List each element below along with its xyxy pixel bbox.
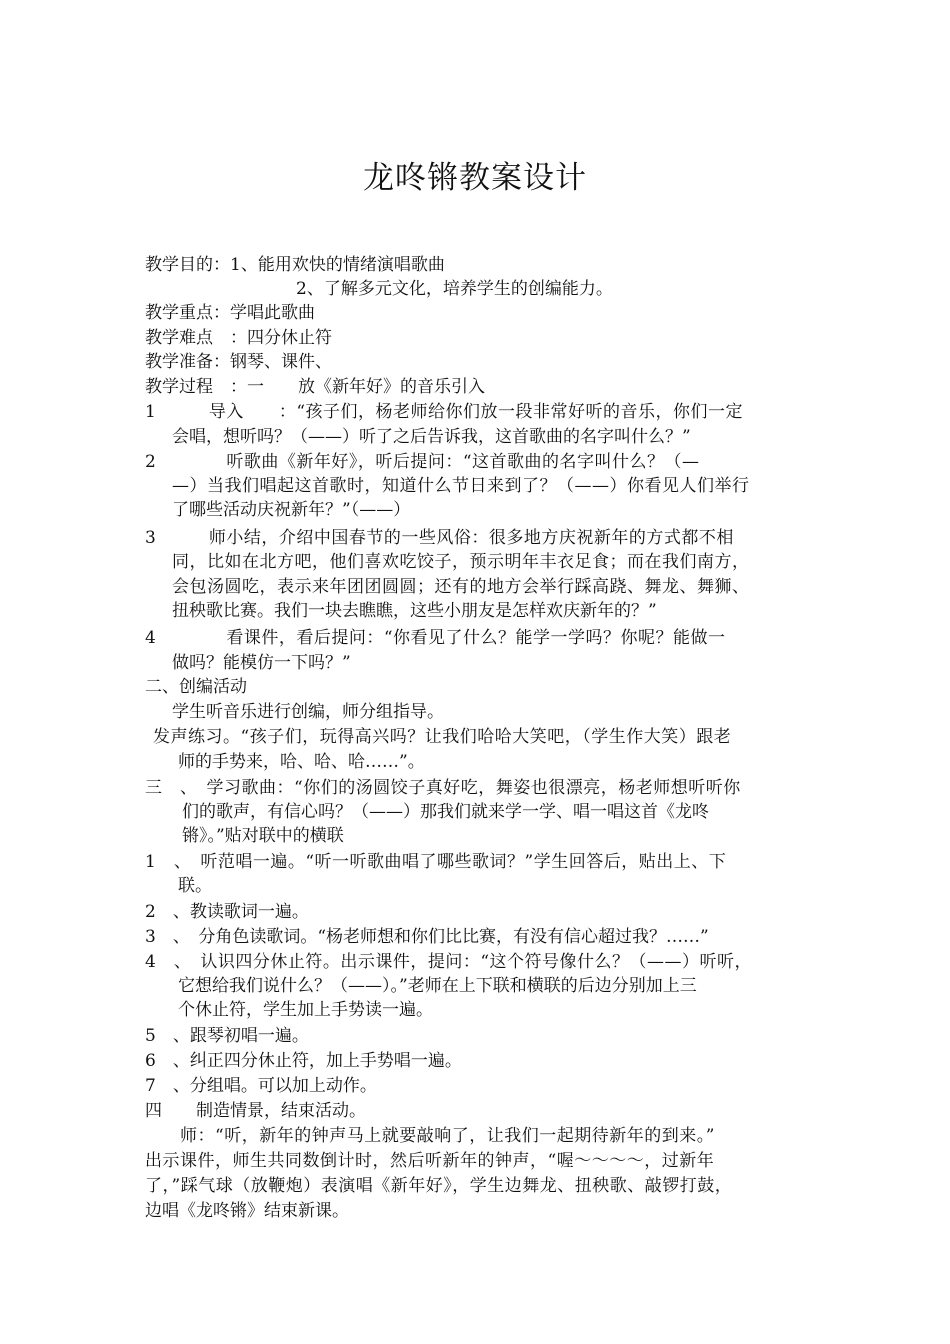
text-line: 4 、 认识四分休止符。出示课件，提问：“这个符号像什么？（——）听听， — [145, 952, 753, 972]
text-line: 了，”踩气球（放鞭炮）表演唱《新年好》，学生边舞龙、扭秧歌、敲锣打鼓， — [145, 1176, 733, 1196]
text-line: 师：“听，新年的钟声马上就要敲响了，让我们一起期待新年的到来。” — [145, 1126, 715, 1146]
text-line: 做吗？能模仿一下吗？” — [172, 653, 351, 673]
text-line: 5 、跟琴初唱一遍。 — [145, 1026, 309, 1046]
text-line: 边唱《龙咚锵》结束新课。 — [145, 1201, 349, 1221]
text-line: 1 、 听范唱一遍。“听一听歌曲唱了哪些歌词？”学生回答后，贴出上、下 — [145, 852, 727, 872]
text-line: 三 、 学习歌曲：“你们的汤圆饺子真好吃，舞姿也很漂亮，杨老师想听听你 — [145, 778, 741, 798]
text-line: 教学重点：学唱此歌曲 — [145, 303, 315, 323]
text-line: 3 师小结，介绍中国春节的一些风俗：很多地方庆祝新年的方式都不相 — [145, 528, 734, 548]
text-line: —）当我们唱起这首歌时，知道什么节日来到了？（——）你看见人们举行 — [172, 476, 750, 496]
text-line: 3 、 分角色读歌词。“杨老师想和你们比比赛，有没有信心超过我？……” — [145, 927, 709, 947]
text-line: 2 听歌曲《新年好》，听后提问：“这首歌曲的名字叫什么？（— — [145, 452, 700, 472]
text-line: 教学难点 ：四分休止符 — [145, 328, 332, 348]
text-line: 二、创编活动 — [145, 677, 247, 697]
text-line: 学生听音乐进行创编，师分组指导。 — [172, 702, 444, 722]
text-line: 2、了解多元文化，培养学生的创编能力。 — [296, 279, 613, 299]
text-line: 它想给我们说什么？（——）。”老师在上下联和横联的后边分别加上三 — [178, 976, 697, 996]
text-line: 教学过程 ：一 放《新年好》的音乐引入 — [145, 377, 485, 397]
text-line: 教学目的：1、能用欢快的情绪演唱歌曲 — [145, 255, 445, 275]
text-line: 联。 — [178, 876, 212, 896]
text-line: 4 看课件，看后提问：“你看见了什么？能学一学吗？你呢？能做一 — [145, 628, 726, 648]
text-line: 发声练习。“孩子们，玩得高兴吗？让我们哈哈大笑吧，（学生作大笑）跟老 — [153, 727, 732, 747]
text-line: 们的歌声，有信心吗？（——）那我们就来学一学、唱一唱这首《龙咚 — [182, 802, 709, 822]
text-line: 个休止符，学生加上手势读一遍。 — [178, 1000, 433, 1020]
text-line: 扭秧歌比赛。我们一块去瞧瞧，这些小朋友是怎样欢庆新年的？” — [172, 601, 657, 621]
text-line: 1 导入 ：“孩子们，杨老师给你们放一段非常好听的音乐，你们一定 — [145, 402, 744, 422]
page-title: 龙咚锵教案设计 — [363, 160, 587, 196]
text-line: 会包汤圆吃，表示来年团团圆圆；还有的地方会举行踩高跷、舞龙、舞狮、 — [172, 577, 750, 597]
text-line: 教学准备：钢琴、课件、 — [145, 352, 332, 372]
text-line: 了哪些活动庆祝新年？”（——） — [172, 500, 411, 520]
text-line: 锵》。”贴对联中的横联 — [182, 826, 344, 846]
text-line: 师的手势来，哈、哈、哈……”。 — [178, 752, 425, 772]
text-line: 出示课件，师生共同数倒计时，然后听新年的钟声，“喔～～～～，过新年 — [145, 1151, 715, 1171]
text-line: 会唱，想听吗？（——）听了之后告诉我，这首歌曲的名字叫什么？” — [172, 427, 691, 447]
text-line: 6 、纠正四分休止符，加上手势唱一遍。 — [145, 1051, 462, 1071]
text-line: 同，比如在北方吧，他们喜欢吃饺子，预示明年丰衣足食；而在我们南方， — [172, 552, 750, 572]
text-line: 7 、分组唱。可以加上动作。 — [145, 1076, 377, 1096]
text-line: 四 制造情景，结束活动。 — [145, 1101, 366, 1121]
text-line: 2 、教读歌词一遍。 — [145, 902, 309, 922]
